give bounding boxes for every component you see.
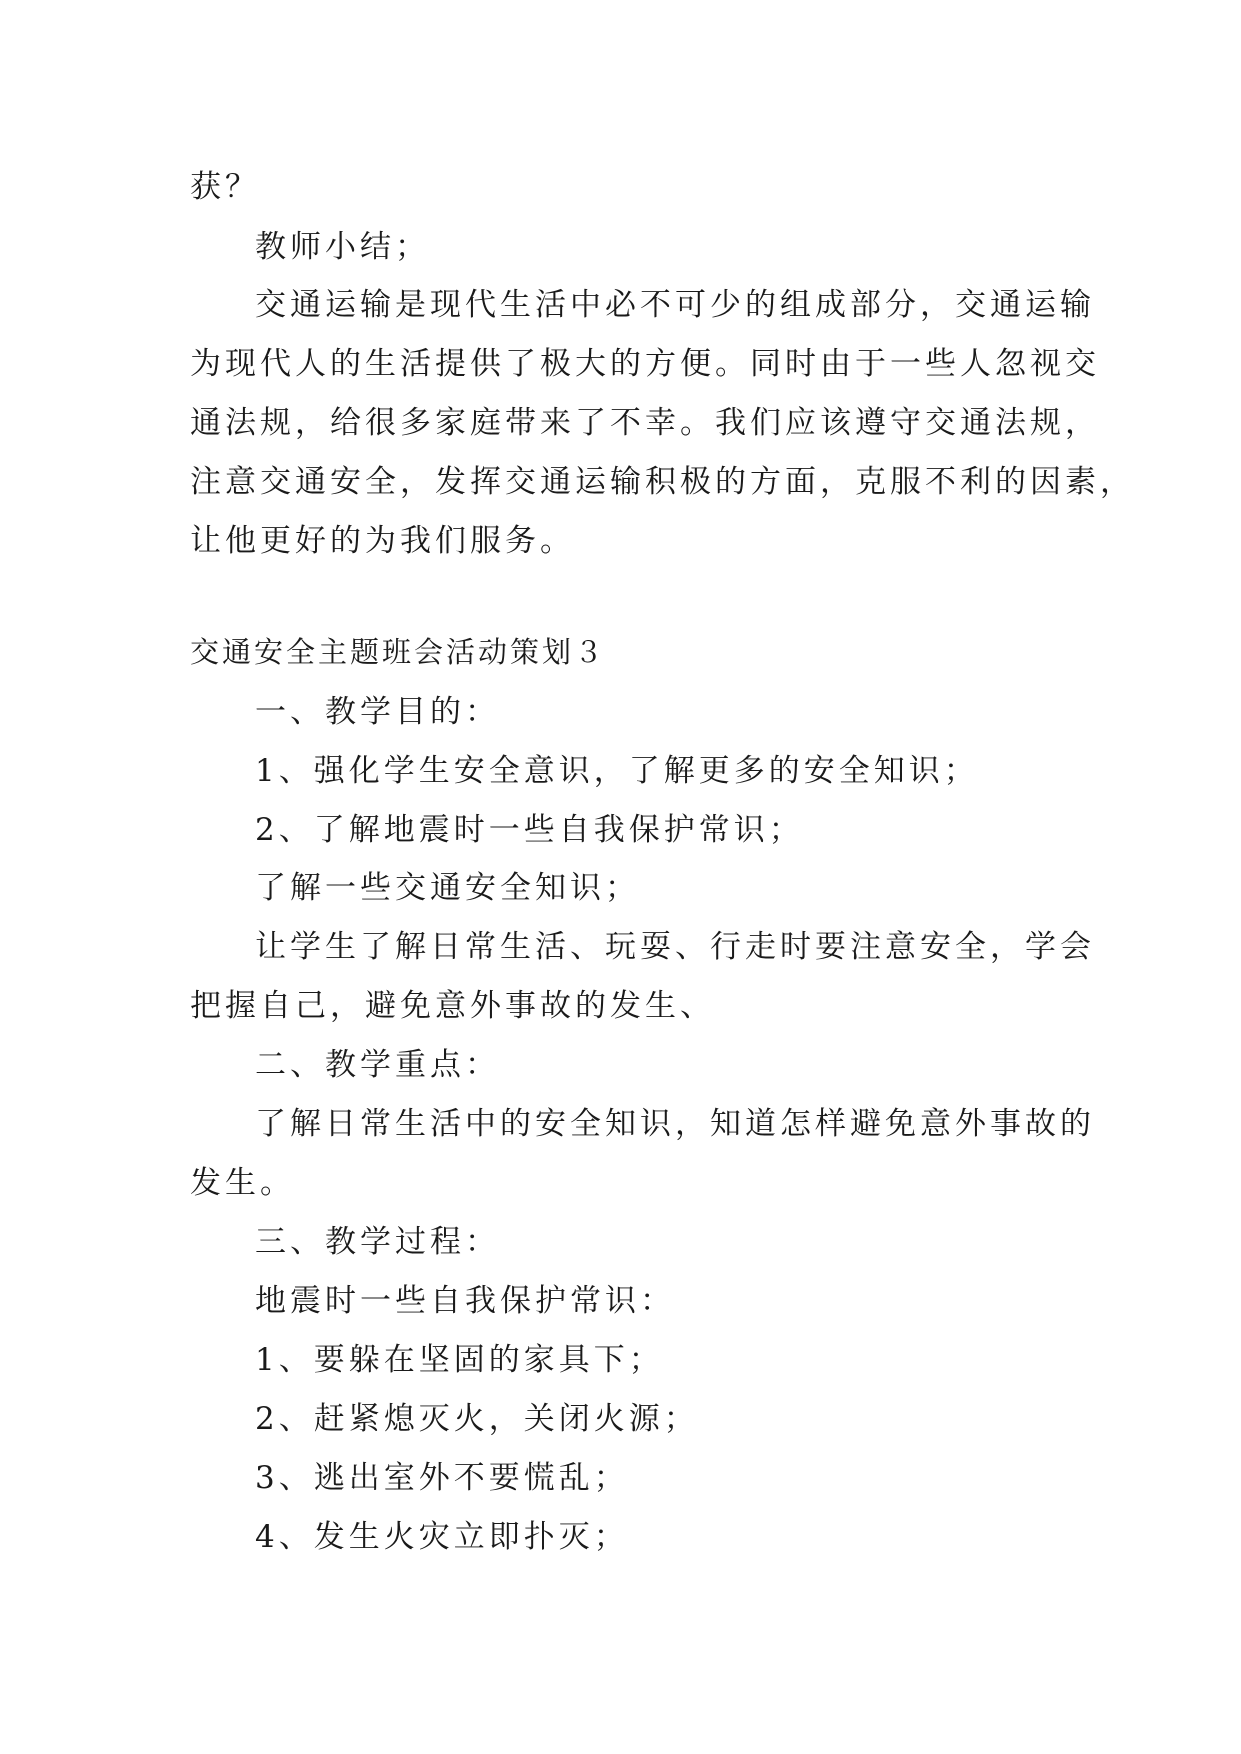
section-title: 交通安全主题班会活动策划３ (190, 635, 607, 669)
paragraph-line: 为现代人的生活提供了极大的方便。同时由于一些人忽视交 (190, 346, 1100, 382)
paragraph-line: 交通运输是现代生活中必不可少的组成部分，交通运输 (255, 287, 1095, 323)
paragraph-line: 把握自己，避免意外事故的发生、 (190, 988, 715, 1024)
paragraph-line: 地震时一些自我保护常识： (255, 1283, 675, 1319)
section-heading: 三、教学过程： (255, 1224, 500, 1260)
paragraph-line: 让他更好的为我们服务。 (190, 523, 575, 559)
paragraph-line: 了解日常生活中的安全知识，知道怎样避免意外事故的 (255, 1106, 1095, 1142)
list-item: 2、了解地震时一些自我保护常识； (255, 812, 804, 848)
list-item: 1、强化学生安全意识，了解更多的安全知识； (255, 753, 979, 789)
paragraph-line: 让学生了解日常生活、玩耍、行走时要注意安全，学会 (255, 929, 1095, 965)
section-heading: 一、教学目的： (255, 694, 500, 730)
paragraph-line: 注意交通安全，发挥交通运输积极的方面，克服不利的因素， (190, 464, 1135, 500)
list-item: 1、要躲在坚固的家具下； (255, 1342, 664, 1378)
list-item: 4、发生火灾立即扑灭； (255, 1519, 629, 1555)
paragraph-line: 发生。 (190, 1165, 295, 1201)
paragraph-line: 获？ (190, 169, 260, 205)
list-item: 3、逃出室外不要慌乱； (255, 1460, 629, 1496)
paragraph-line: 教师小结； (255, 229, 430, 265)
list-item: 2、赶紧熄灭火，关闭火源； (255, 1401, 699, 1437)
section-heading: 二、教学重点： (255, 1047, 500, 1083)
paragraph-line: 通法规，给很多家庭带来了不幸。我们应该遵守交通法规， (190, 405, 1100, 441)
paragraph-line: 了解一些交通安全知识； (255, 870, 640, 906)
